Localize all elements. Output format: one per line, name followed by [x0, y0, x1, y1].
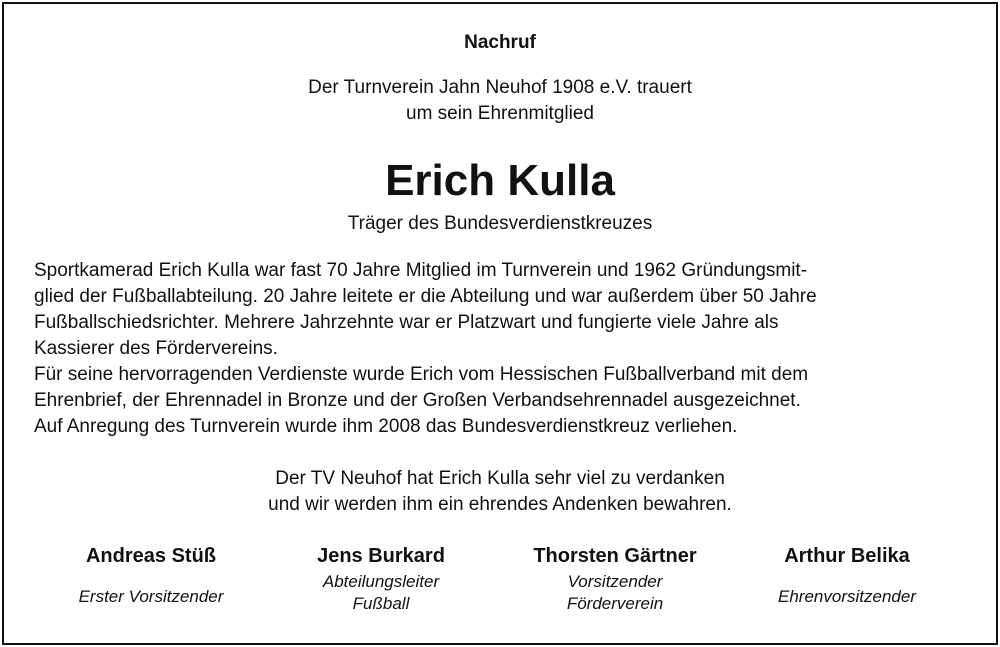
signatory-name: Andreas Stüß	[85, 545, 217, 567]
signatory-thorsten-gaertner	[495, 541, 735, 615]
deceased-name: Erich Kulla	[385, 156, 615, 205]
body-line: Ehrenbrief, der Ehrennadel in Bronze und der Großen Verbandsehrennadel ausgezeichnet.	[34, 390, 801, 411]
signatory-role: Abteilungsleiter	[322, 572, 440, 591]
body-line: Auf Anregung des Turnverein wurde ihm 2008 das Bundesverdienstkreuz verliehen.	[34, 416, 738, 437]
signatory-role: Fußball	[352, 594, 410, 613]
body-line: Kassierer des Fördervereins.	[34, 338, 278, 359]
signatory-role: Erster Vorsitzender	[78, 587, 224, 606]
honor-subtitle: Träger des Bundesverdienstkreuzes	[347, 213, 653, 234]
body-line: glied der Fußballabteilung. 20 Jahre leitete er die Abteilung und war außerdem über 50 Jahre	[34, 286, 817, 307]
intro-line: um sein Ehrenmitglied	[406, 103, 594, 124]
signatory-role: Ehrenvorsitzender	[778, 587, 916, 606]
signatory-role: Vorsitzender	[567, 572, 663, 591]
intro-line: Der Turnverein Jahn Neuhof 1908 e.V. trauert	[308, 77, 692, 98]
signatory-role: Förderverein	[566, 594, 664, 613]
signatory-name: Jens Burkard	[317, 545, 445, 567]
body-line: Für seine hervorragenden Verdienste wurde Erich vom Hessischen Fußballverband mit dem	[34, 364, 809, 385]
obituary-body	[34, 258, 974, 440]
signatory-andreas-stuess	[31, 541, 271, 608]
signatory-arthur-belika	[727, 541, 967, 608]
closing-line: und wir werden ihm ein ehrendes Andenken bewahren.	[268, 494, 732, 515]
body-line: Sportkamerad Erich Kulla war fast 70 Jahre Mitglied im Turnverein und 1962 Gründungsmit-	[34, 260, 808, 281]
intro-text	[0, 75, 1000, 127]
signatory-name: Arthur Belika	[784, 545, 910, 567]
closing-line: Der TV Neuhof hat Erich Kulla sehr viel zu verdanken	[275, 468, 725, 489]
closing-text	[0, 466, 1000, 518]
body-line: Fußballschiedsrichter. Mehrere Jahrzehnte war er Platzwart und fungierte viele Jahre als	[34, 312, 779, 333]
obituary-heading: Nachruf	[464, 32, 536, 53]
signatory-name: Thorsten Gärtner	[533, 545, 697, 567]
signatory-jens-burkard	[261, 541, 501, 615]
